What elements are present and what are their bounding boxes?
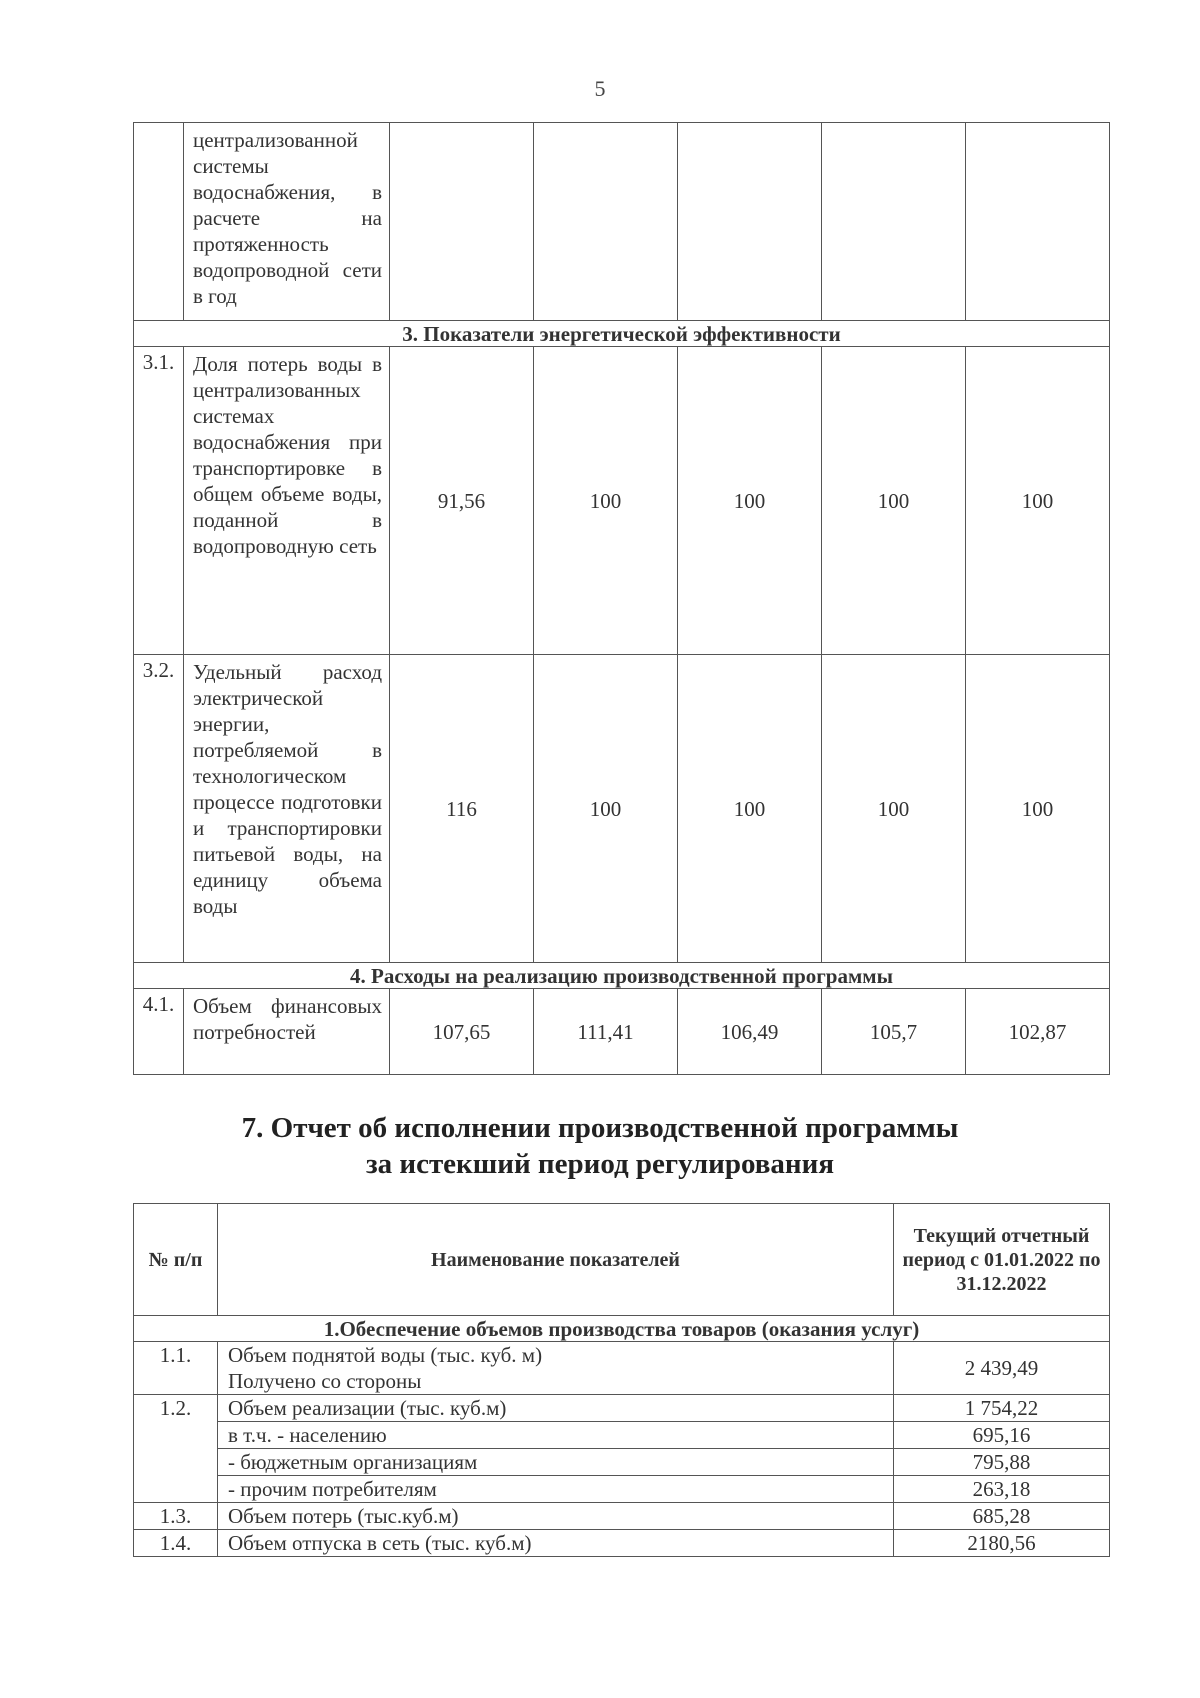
table-row [134,989,1110,1075]
value-cell: 102,87 [966,989,1110,1075]
value-cell: 795,88 [894,1449,1110,1476]
table-row [134,1449,1110,1476]
value-cell: 100 [678,655,822,963]
indicator-name: Объем отпуска в сеть (тыс. куб.м) [218,1530,894,1557]
section-row [134,321,1110,347]
value-cell [966,123,1110,321]
table-row [134,1476,1110,1503]
value-cell: 2180,56 [894,1530,1110,1557]
value-cell: 685,28 [894,1503,1110,1530]
value-cell: 106,49 [678,989,822,1075]
value-cell: 100 [534,655,678,963]
report-title-line: 7. Отчет об исполнении производственной программы [241,1112,959,1144]
report-title [0,1110,1200,1182]
indicator-name: Объем финансовых потребностей [184,989,390,1075]
column-header-name: Наименование показателей [218,1204,894,1316]
value-cell: 2 439,49 [894,1342,1110,1395]
sub-indicator-name: в т.ч. - населению [218,1422,894,1449]
value-cell: 100 [822,347,966,655]
table-row [134,655,1110,963]
row-number: 1.4. [134,1530,218,1557]
sub-indicator-name: - прочим потребителям [218,1476,894,1503]
value-cell: 100 [966,347,1110,655]
row-number [134,123,184,321]
value-cell: 116 [390,655,534,963]
value-cell: 695,16 [894,1422,1110,1449]
report-title-line: за истекший период регулирования [365,1148,835,1180]
indicator-name: Объем потерь (тыс.куб.м) [218,1503,894,1530]
indicator-name [218,1342,894,1395]
indicator-name: Удельный расход электрической энергии, потребляемой в технологическом процессе подготовки и транспортировки питьевой воды, на единицу объема воды [184,655,390,963]
sub-indicator-name: - бюджетным организациям [218,1449,894,1476]
table-row [134,123,1110,321]
value-cell [534,123,678,321]
value-cell: 105,7 [822,989,966,1075]
header-row [134,1204,1110,1316]
value-cell [822,123,966,321]
value-cell [678,123,822,321]
indicators-table [133,122,1110,1075]
table-row [134,1530,1110,1557]
value-cell: 100 [966,655,1110,963]
indicator-name: централизованной системы водоснабжения, в расчете на протяженность водопроводной сети в год [184,123,390,321]
value-cell: 263,18 [894,1476,1110,1503]
row-number: 4.1. [134,989,184,1075]
value-cell [390,123,534,321]
section-heading: 3. Показатели энергетической эффективности [134,321,1110,347]
value-cell: 100 [822,655,966,963]
indicator-name-line: Объем поднятой воды (тыс. куб. м) [228,1343,543,1367]
indicator-name: Объем реализации (тыс. куб.м) [218,1395,894,1422]
row-number: 1.2. [134,1395,218,1503]
section-row [134,1316,1110,1342]
table-row [134,1395,1110,1422]
row-number: 1.1. [134,1342,218,1395]
value-cell: 91,56 [390,347,534,655]
table-row [134,1342,1110,1395]
value-cell: 1 754,22 [894,1395,1110,1422]
section-row [134,963,1110,989]
row-number: 3.2. [134,655,184,963]
table-row [134,347,1110,655]
table-row [134,1422,1110,1449]
section-heading: 4. Расходы на реализацию производственной программы [134,963,1110,989]
table-row [134,1503,1110,1530]
indicator-name: Доля потерь воды в централизованных системах водоснабжения при транспортировке в общем объеме воды, поданной в водопроводную сеть [184,347,390,655]
page-number: 5 [594,76,606,101]
value-cell: 107,65 [390,989,534,1075]
section-heading: 1.Обеспечение объемов производства товаров (оказания услуг) [134,1316,1110,1342]
column-header-period: Текущий отчетный период с 01.01.2022 по 31.12.2022 [894,1204,1110,1316]
value-cell: 100 [678,347,822,655]
row-number: 1.3. [134,1503,218,1530]
indicator-name-line: Получено со стороны [228,1369,422,1393]
value-cell: 100 [534,347,678,655]
report-table [133,1203,1110,1557]
column-header-number: № п/п [134,1204,218,1316]
row-number: 3.1. [134,347,184,655]
value-cell: 111,41 [534,989,678,1075]
